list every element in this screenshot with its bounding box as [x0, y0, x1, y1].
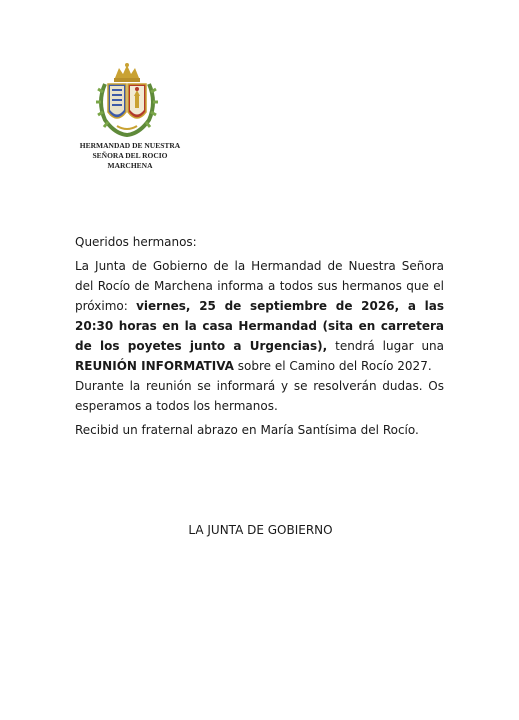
- signature-text: LA JUNTA DE GOBIERNO: [188, 523, 333, 537]
- meeting-title: REUNIÓN INFORMATIVA: [75, 359, 234, 373]
- brotherhood-name-line-3: MARCHENA: [107, 161, 153, 170]
- brotherhood-name-line-2: SEÑORA DEL ROCIO: [92, 151, 168, 160]
- brotherhood-name-line-1: HERMANDAD DE NUESTRA: [79, 141, 181, 150]
- announcement-intro: La Junta de Gobierno de la Hermandad de Nuestra Señora del Rocío de Marchena informa a todos sus hermanos que el próximo:: [75, 259, 444, 313]
- brotherhood-name: [60, 141, 200, 171]
- closing-paragraph: Recibid un fraternal abrazo en María Santísima del Rocío.: [75, 423, 419, 437]
- greeting: Queridos hermanos:: [75, 235, 197, 249]
- event-details: viernes, 25 de septiembre de 2026, a las 20:30 horas en la casa Hermandad (sita en carretera de los poyetes junto a Urgencias),: [75, 299, 444, 353]
- signature: [0, 520, 519, 540]
- announcement-paragraph: [75, 256, 444, 376]
- announcement-middle: tendrá lugar una: [327, 339, 445, 353]
- meeting-paragraph: Durante la reunión se informará y se resolverán dudas. Os esperamos a todos los hermanos.: [75, 379, 444, 413]
- announcement-outro: sobre el Camino del Rocío 2027.: [233, 359, 432, 373]
- brotherhood-crest-icon: [95, 62, 159, 138]
